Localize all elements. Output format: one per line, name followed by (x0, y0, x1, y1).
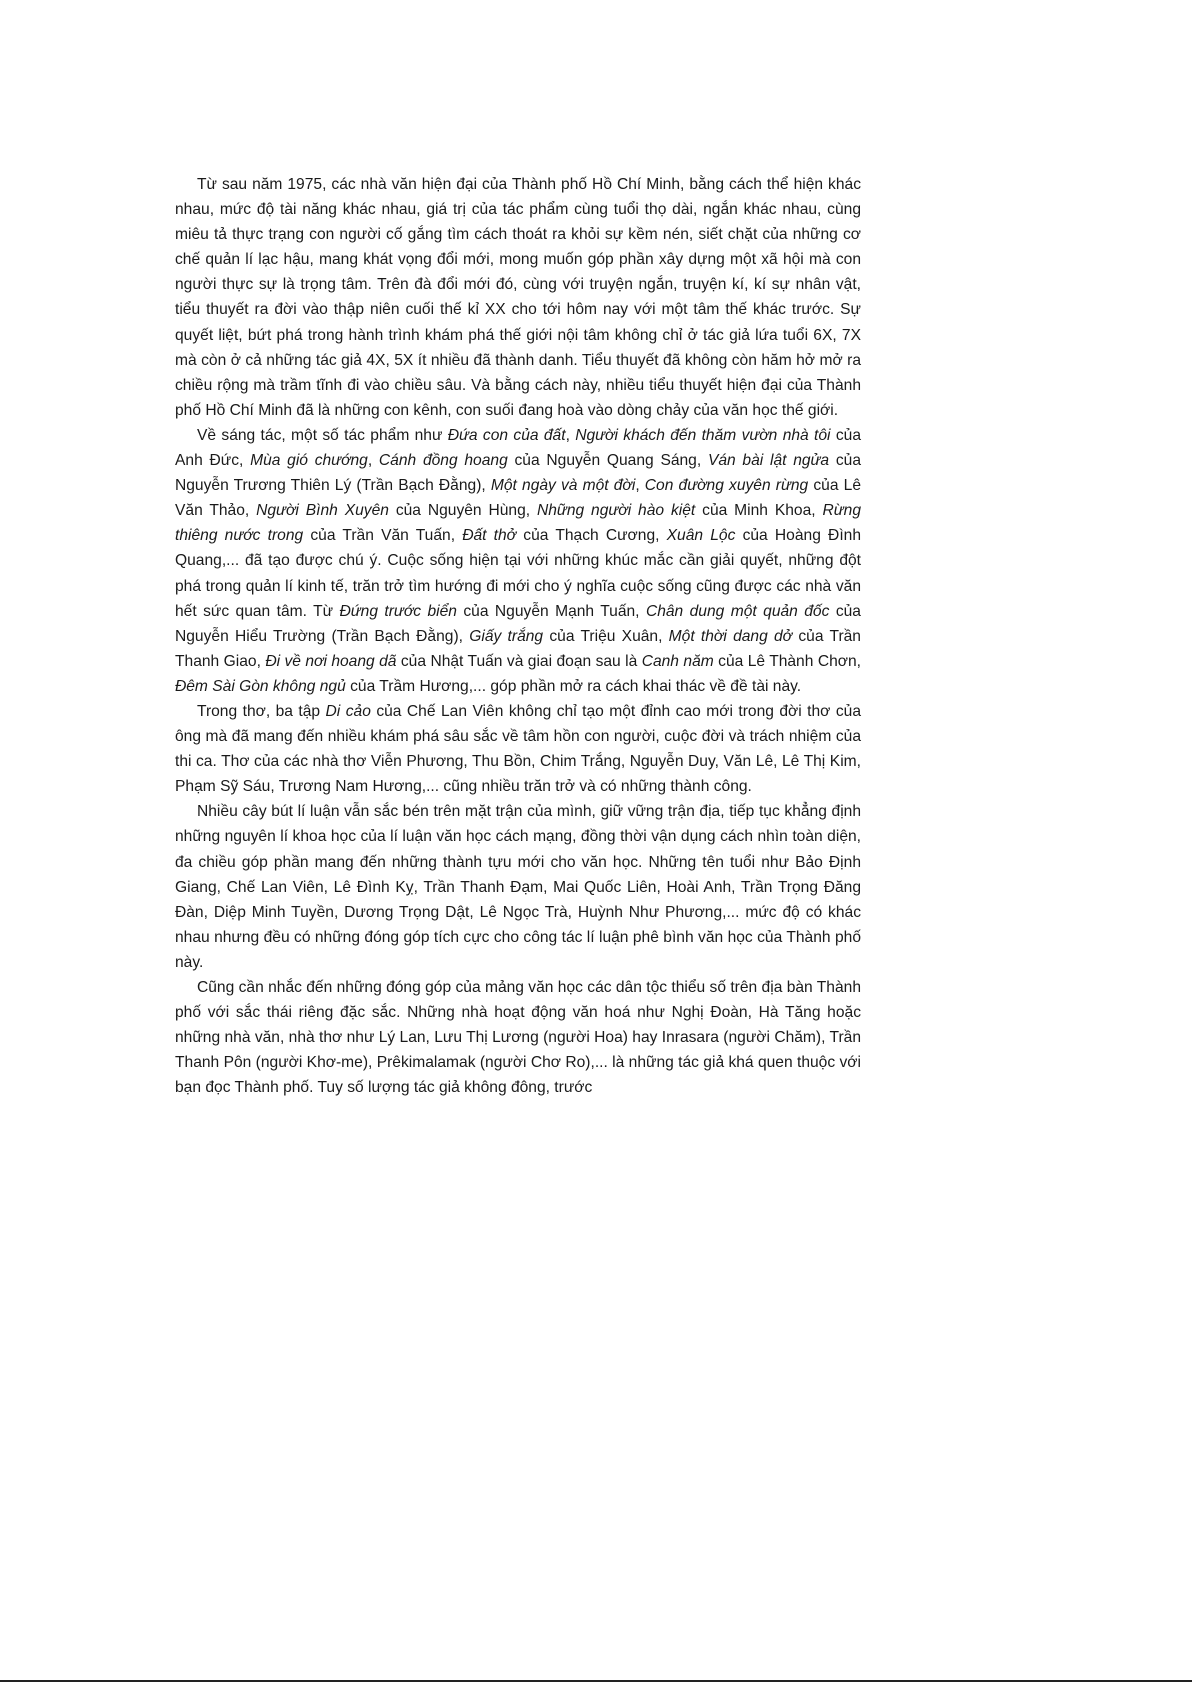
paragraph (175, 423, 861, 699)
text-run: của Trần Văn Tuấn, (303, 527, 463, 545)
work-title: Cánh đồng hoang (378, 452, 508, 470)
work-title: Đêm Sài Gòn không ngủ (175, 677, 346, 695)
text-run: Trong thơ, ba tập (197, 702, 326, 720)
text-run: của Lê Văn Thảo, (175, 477, 862, 520)
paragraph (175, 799, 861, 975)
text-run: , (367, 452, 379, 470)
work-title: Đất thở (462, 527, 517, 545)
work-title: Một thời dang dở (668, 627, 793, 645)
paragraph (175, 975, 861, 1100)
work-title: Người khách đến thăm vườn nhà tôi (575, 426, 831, 444)
work-title: Xuân Lộc (666, 527, 736, 545)
work-title: Đứa con của đất (447, 426, 566, 444)
work-title: Người Bình Xuyên (256, 502, 389, 520)
work-title: Ván bài lật ngửa (707, 452, 830, 470)
text-run: Về sáng tác, một số tác phẩm như (197, 426, 448, 444)
work-title: Di cảo (325, 702, 371, 720)
text-run: của Thạch Cương, (516, 527, 667, 545)
text-run: của Lê Thành Chơn, (713, 652, 861, 670)
bottom-rule (0, 1680, 1192, 1682)
text-run: của Nguyên Hùng, (388, 502, 537, 520)
work-title: Giấy trắng (469, 627, 544, 645)
work-title: Một ngày và một đời (490, 477, 636, 495)
text-run: của Anh Đức, (175, 426, 861, 470)
text-run: của Nguyễn Quang Sáng, (507, 452, 708, 470)
text-run: Nhiều cây bút lí luận vẫn sắc bén trên mặt trận của mình, giữ vững trận địa, tiếp tục khẳng định những nguyên lí khoa học của lí luận văn học cách mạng, đồng thời vận dụng cách nhìn toàn diện, đa chiều góp phần mang đến những thành tựu mới cho văn học. Những tên tuổi như Bảo Định Giang, Chế Lan Viên, Lê Đình Kỵ, Trần Thanh Đạm, Mai Quốc Liên, Hoài Anh, Trần Trọng Đăng Đàn, Diệp Minh Tuyền, Dương Trọng Dật, Lê Ngọc Trà, Huỳnh Như Phương,... mức độ có khác nhau nhưng đều có những đóng góp tích cực cho công tác lí luận phê bình văn học của Thành phố này. (175, 803, 861, 971)
text-run: Từ sau năm 1975, các nhà văn hiện đại của Thành phố Hồ Chí Minh, bằng cách thể hiện khác nhau, mức độ tài năng khác nhau, giá trị của tác phẩm cùng tuổi thọ dài, ngắn khác nhau, cùng miêu tả thực trạng con người cố gắng tìm cách thoát ra khỏi sự kềm nén, siết chặt của những cơ chế quản lí lạc hậu, mang khát vọng đổi mới, mong muốn góp phần xây dựng một xã hội mà con người thực sự là trọng tâm. Trên đà đổi mới đó, cùng với truyện ngắn, truyện kí, kí sự nhân vật, tiểu thuyết ra đời vào thập niên cuối thế kỉ XX cho tới hôm nay với một tâm thế khác trước. Sự quyết liệt, bứt phá trong hành trình khám phá thế giới nội tâm không chỉ ở tác giả lứa tuổi 6X, 7X mà còn ở cả những tác giả 4X, 5X ít nhiều đã thành danh. Tiểu thuyết đã không còn hăm hở mở ra chiều rộng mà trầm tĩnh đi vào chiều sâu. Và bằng cách này, nhiều tiểu thuyết hiện đại của Thành phố Hồ Chí Minh đã là những con kênh, con suối đang hoà vào dòng chảy của văn học thế giới. (175, 176, 861, 419)
work-title: Mùa gió chướng (250, 452, 368, 470)
work-title: Con đường xuyên rừng (644, 477, 809, 495)
text-run: của Nhật Tuấn và giai đoạn sau là (396, 652, 642, 670)
text-run: của Triệu Xuân, (543, 627, 669, 645)
work-title: Canh năm (641, 652, 714, 670)
text-run: của Nguyễn Mạnh Tuấn, (456, 602, 646, 620)
text-run: của Chế Lan Viên không chỉ tạo một đỉnh cao mới trong đời thơ của ông mà đã mang đến nhiều khám phá sâu sắc về tâm hồn con người, cuộc đời và trách nhiệm của thi ca. Thơ của các nhà thơ Viễn Phương, Thu Bồn, Chim Trắng, Nguyễn Duy, Văn Lê, Lê Thị Kim, Phạm Sỹ Sáu, Trương Nam Hương,... cũng nhiều trăn trở và có những thành công. (175, 702, 862, 796)
text-run: của Nguyễn Hiểu Trường (Trần Bạch Đằng), (175, 602, 861, 645)
text-run: Cũng cần nhắc đến những đóng góp của mảng văn học các dân tộc thiểu số trên địa bàn Thành phố với sắc thái riêng đặc sắc. Những nhà hoạt động văn hoá như Nghị Đoàn, Hà Tăng hoặc những nhà văn, nhà thơ như Lý Lan, Lưu Thị Lương (người Hoa) hay Inrasara (người Chăm), Trần Thanh Pôn (người Khơ-me), Prêkimalamak (người Chơ Ro),... là những tác giả khá quen thuộc với bạn đọc Thành phố. Tuy số lượng tác giả không đông, trước (175, 979, 861, 1097)
text-run: của Trầm Hương,... góp phần mở ra cách khai thác về đề tài này. (345, 677, 802, 695)
text-run: của Nguyễn Trương Thiên Lý (Trần Bạch Đằng), (175, 452, 861, 495)
work-title: Rừng thiêng nước trong (175, 502, 862, 545)
paragraph (175, 699, 861, 799)
text-run: của Trần Thanh Giao, (175, 627, 861, 670)
work-title: Đi về nơi hoang dã (265, 652, 397, 670)
text-run: của Hoàng Đình Quang,... đã tạo được chú ý. Cuộc sống hiện tại với những khúc mắc cần giải quyết, những đột phá trong quản lí kinh tế, trăn trở tìm hướng đi mới cho ý nghĩa cuộc sống cũng được các nhà văn hết sức quan tâm. Từ (175, 527, 861, 620)
text-run: , (635, 477, 645, 495)
body-text (175, 172, 861, 1100)
work-title: Chân dung một quản đốc (645, 602, 830, 620)
work-title: Đứng trước biển (339, 602, 457, 620)
text-run: , (565, 426, 576, 444)
paragraph (175, 172, 861, 423)
text-run: của Minh Khoa, (695, 502, 823, 520)
work-title: Những người hào kiệt (537, 502, 696, 520)
